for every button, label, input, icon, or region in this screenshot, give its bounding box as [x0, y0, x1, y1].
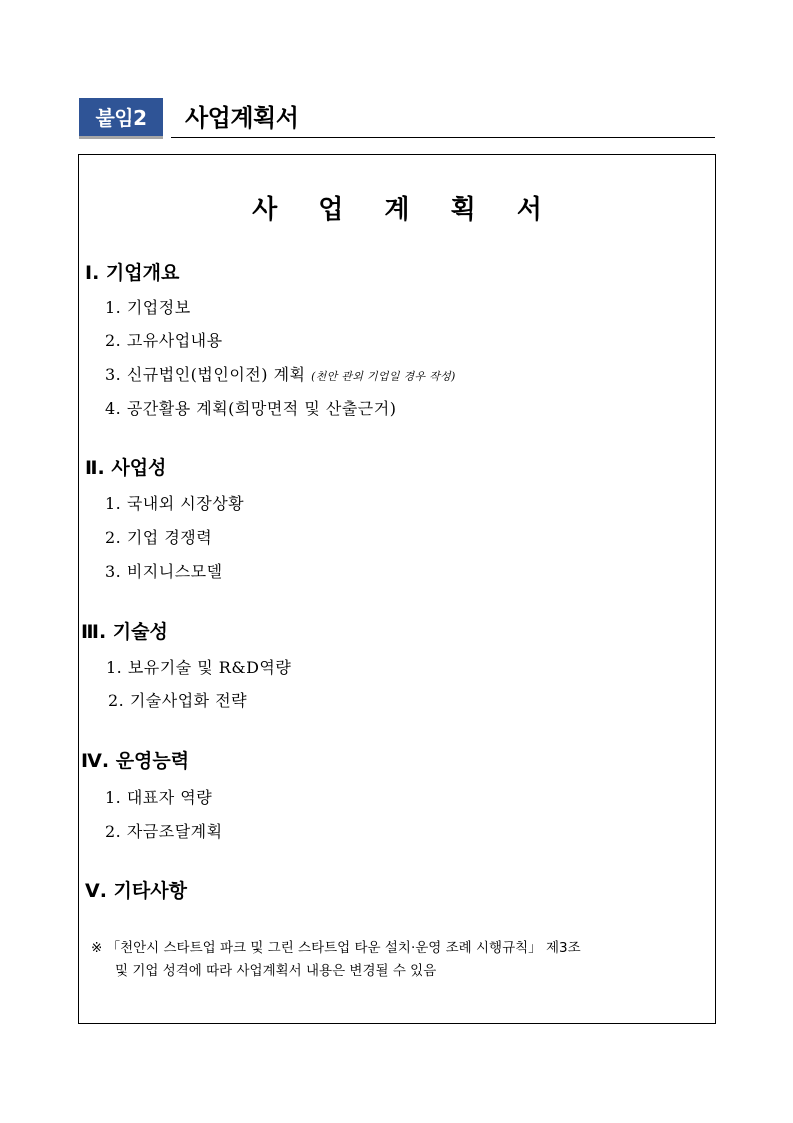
- item-core-business: 2. 고유사업내용: [105, 331, 223, 350]
- footnote-line-2: 및 기업 성격에 따라 사업계획서 내용은 변경될 수 있음: [115, 963, 437, 979]
- item-company-info: 1. 기업정보: [105, 298, 191, 317]
- item-funding-plan: 2. 자금조달계획: [105, 822, 223, 841]
- section-heading-operations: Ⅳ. 운영능력: [81, 750, 190, 772]
- section-heading-company-overview: Ⅰ. 기업개요: [85, 262, 180, 284]
- attachment-badge: 붙임2: [79, 98, 163, 138]
- item-new-corporation-note: (천안 관외 기업일 경우 작성): [311, 370, 456, 383]
- item-business-model: 3. 비지니스모델: [105, 562, 223, 581]
- footnote: [91, 937, 691, 983]
- section-heading-other: Ⅴ. 기타사항: [85, 880, 187, 902]
- item-competitiveness: 2. 기업 경쟁력: [105, 528, 213, 547]
- item-space-utilization: 4. 공간활용 계획(희망면적 및 산출근거): [105, 399, 397, 418]
- header-title: 사업계획서: [185, 104, 299, 132]
- footnote-line-1: ※ 「천안시 스타트업 파크 및 그린 스타트업 타운 설치·운영 조례 시행규칙」 제3조: [91, 940, 581, 956]
- item-ceo-capability: 1. 대표자 역량: [105, 788, 213, 807]
- item-market-status: 1. 국내외 시장상황: [105, 494, 245, 513]
- page-header: [79, 98, 715, 140]
- section-heading-technology: Ⅲ. 기술성: [81, 621, 168, 643]
- item-new-corporation-plan: [105, 362, 456, 385]
- business-plan-box: [78, 154, 716, 1024]
- section-heading-business: Ⅱ. 사업성: [85, 457, 167, 479]
- item-commercialization-strategy: 2. 기술사업화 전략: [108, 691, 248, 710]
- item-tech-capability: 1. 보유기술 및 R&D역량: [106, 658, 292, 677]
- item-new-corporation-label: 3. 신규법인(법인이전) 계획: [105, 365, 306, 384]
- document-title: 사 업 계 획 서: [252, 195, 558, 225]
- badge-shadow: [79, 136, 163, 139]
- header-rule: [171, 137, 715, 138]
